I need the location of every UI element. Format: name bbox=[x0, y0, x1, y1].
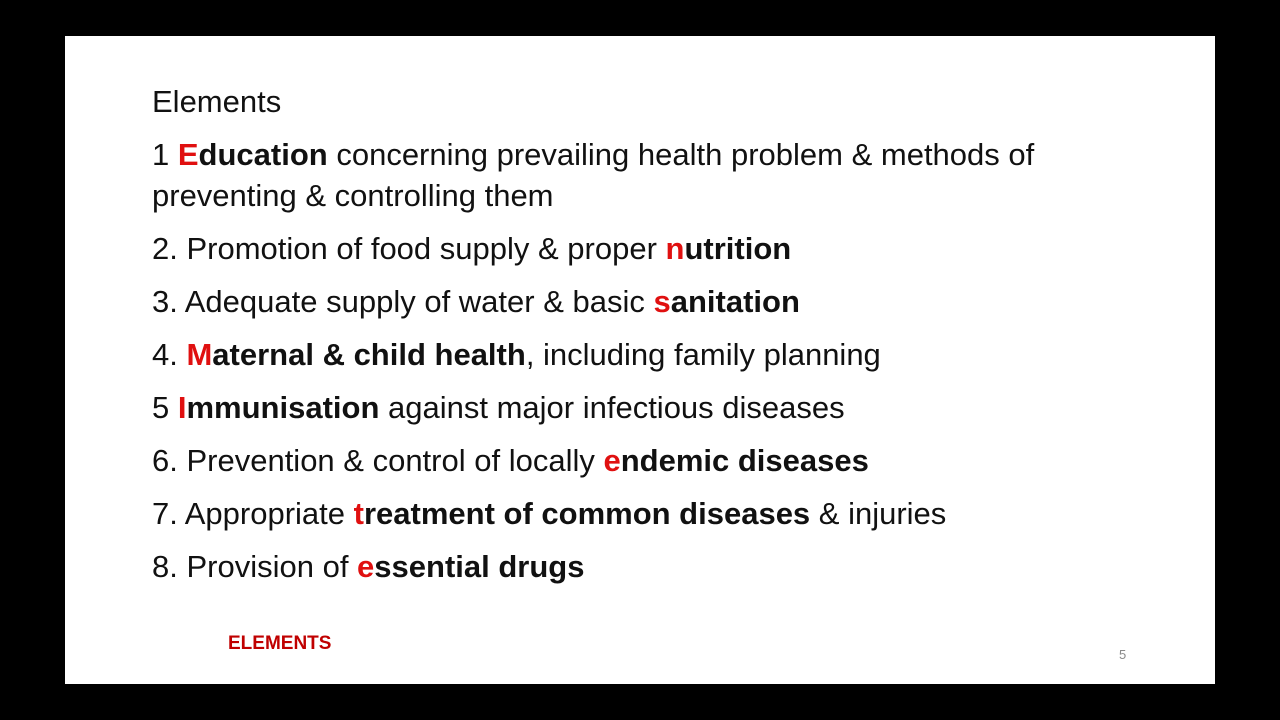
item-prefix: 2. Promotion of food supply & proper bbox=[152, 231, 666, 266]
item-prefix: 8. Provision of bbox=[152, 549, 358, 584]
item-highlight-letter: s bbox=[653, 284, 671, 319]
item-prefix: 6. Prevention & control of locally bbox=[152, 443, 604, 478]
item-prefix: 1 bbox=[152, 137, 178, 172]
item-keyword: mmunisation bbox=[186, 390, 380, 425]
item-highlight-letter: E bbox=[177, 137, 199, 172]
item-keyword: anitation bbox=[670, 284, 800, 319]
list-item-treatment bbox=[152, 493, 1152, 534]
item-rest: against major infectious diseases bbox=[379, 390, 845, 425]
footer-label: ELEMENTS bbox=[228, 633, 332, 654]
item-rest: & injuries bbox=[810, 496, 947, 531]
list-item-immunisation bbox=[152, 387, 1152, 428]
item-keyword: ndemic diseases bbox=[620, 443, 869, 478]
item-keyword: reatment of common diseases bbox=[363, 496, 811, 531]
slide-heading: Elements bbox=[152, 84, 282, 119]
list-item-maternal-health bbox=[152, 334, 1152, 375]
item-prefix: 4. bbox=[152, 337, 187, 372]
list-item-sanitation bbox=[152, 281, 1152, 322]
item-highlight-letter: t bbox=[353, 496, 364, 531]
list-item-endemic-diseases bbox=[152, 440, 1152, 481]
item-highlight-letter: M bbox=[186, 337, 213, 372]
item-highlight-letter: n bbox=[665, 231, 685, 266]
item-prefix: 3. Adequate supply of water & basic bbox=[152, 284, 654, 319]
item-rest: , including family planning bbox=[525, 337, 881, 372]
slide-content bbox=[152, 82, 1152, 599]
item-highlight-letter: I bbox=[177, 390, 187, 425]
list-item-nutrition bbox=[152, 228, 1152, 269]
item-prefix: 5 bbox=[152, 390, 178, 425]
slide bbox=[65, 36, 1215, 684]
item-prefix: 7. Appropriate bbox=[152, 496, 354, 531]
list-item-education bbox=[152, 134, 1152, 216]
item-highlight-letter: e bbox=[357, 549, 375, 584]
list-item-essential-drugs bbox=[152, 546, 1152, 587]
item-keyword: ssential drugs bbox=[374, 549, 585, 584]
item-keyword: utrition bbox=[684, 231, 792, 266]
item-highlight-letter: e bbox=[603, 443, 621, 478]
page-number: 5 bbox=[1119, 647, 1127, 662]
item-keyword: ducation bbox=[198, 137, 328, 172]
item-keyword: aternal & child health bbox=[212, 337, 526, 372]
item-rest: concerning prevailing health problem & methods of preventing & controlling them bbox=[152, 137, 1035, 213]
